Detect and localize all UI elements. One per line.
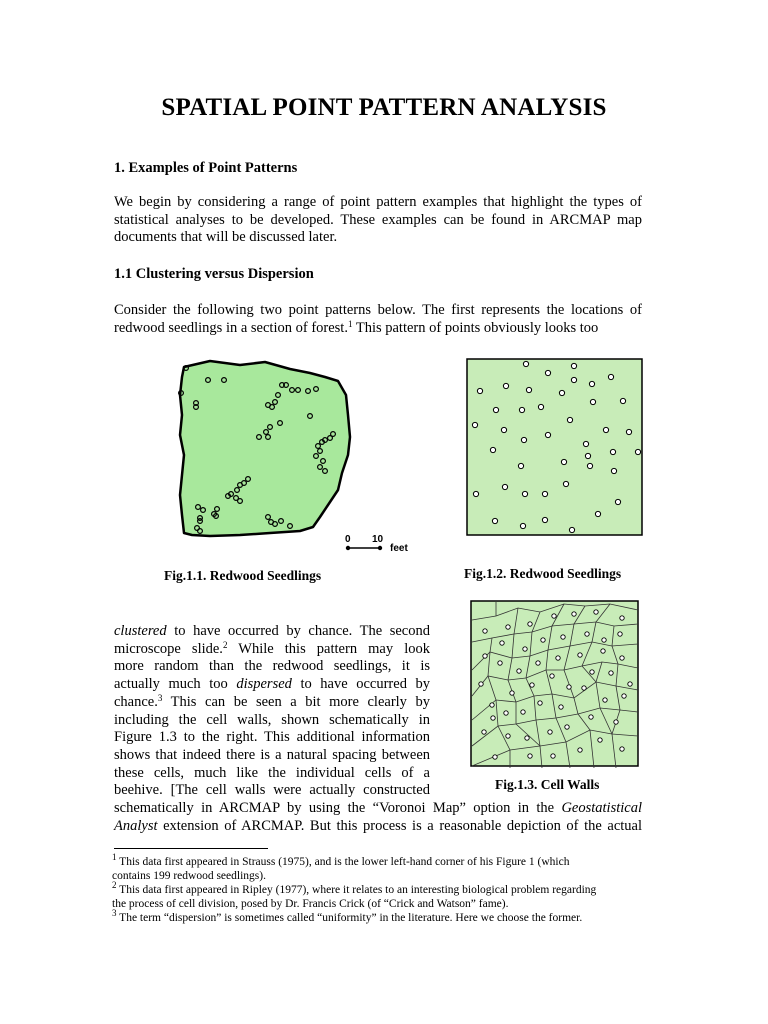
point-marker bbox=[519, 407, 524, 412]
point-marker bbox=[610, 449, 615, 454]
point-marker bbox=[472, 422, 477, 427]
paragraph-line: including the cell walls, shown schematically in bbox=[114, 711, 430, 728]
paragraph-line: actually much too dispersed to have occurred by bbox=[114, 676, 430, 693]
figure-1-3-cell-walls bbox=[470, 600, 640, 768]
point-marker bbox=[567, 685, 571, 689]
point-marker bbox=[482, 730, 486, 734]
point-marker bbox=[609, 671, 613, 675]
point-marker bbox=[538, 701, 542, 705]
point-marker bbox=[521, 437, 526, 442]
point-marker bbox=[589, 715, 593, 719]
paragraph-line: these cells, much like the individual cells of a bbox=[114, 764, 430, 781]
point-marker bbox=[587, 463, 592, 468]
section-heading-1-1: 1.1 Clustering versus Dispersion bbox=[114, 266, 314, 282]
paragraph-line: redwood seedlings in a section of forest.$^1$ This pattern of points obviously looks too bbox=[114, 318, 599, 336]
point-marker bbox=[585, 632, 589, 636]
paragraph-line: schematically in ARCMAP by using the “Voronoi Map” option in the Geostatistical bbox=[114, 800, 642, 816]
point-marker bbox=[618, 632, 622, 636]
paragraph-line: chance.$^3$ This can be seen a bit more clearly by bbox=[114, 692, 430, 710]
page-title: SPATIAL POINT PATTERN ANALYSIS bbox=[161, 94, 607, 121]
point-marker bbox=[595, 511, 600, 516]
point-marker bbox=[477, 388, 482, 393]
point-marker bbox=[551, 754, 555, 758]
point-marker bbox=[510, 691, 514, 695]
point-marker bbox=[556, 656, 560, 660]
point-marker bbox=[542, 517, 547, 522]
section-1-paragraph bbox=[114, 194, 642, 247]
point-marker bbox=[523, 361, 528, 366]
wrapped-paragraph bbox=[114, 623, 430, 800]
point-marker bbox=[479, 682, 483, 686]
point-marker bbox=[493, 755, 497, 759]
point-marker bbox=[571, 363, 576, 368]
paragraph-line: beehive. [The cell walls were actually constructed bbox=[114, 782, 430, 799]
point-marker bbox=[503, 383, 508, 388]
point-marker bbox=[518, 463, 523, 468]
paragraph-line: microscope slide.$^2$ While this pattern may look bbox=[114, 639, 430, 657]
point-marker bbox=[522, 491, 527, 496]
point-marker bbox=[521, 710, 525, 714]
point-marker bbox=[500, 641, 504, 645]
scale-bar bbox=[345, 534, 408, 554]
point-marker bbox=[538, 404, 543, 409]
point-marker bbox=[530, 683, 534, 687]
point-marker bbox=[542, 491, 547, 496]
point-marker bbox=[601, 649, 605, 653]
paragraph-line: shows that indeed there is a natural spacing between bbox=[114, 746, 430, 763]
figure-1-1-redwood-map bbox=[170, 355, 420, 555]
footnote-1-cont: contains 199 redwood seedlings). bbox=[112, 870, 266, 882]
point-marker bbox=[528, 754, 532, 758]
point-marker bbox=[598, 738, 602, 742]
point-marker bbox=[563, 481, 568, 486]
scale-label-10: 10 bbox=[372, 534, 384, 545]
paragraph-line: Consider the following two point patterns below. The first represents the locations of bbox=[114, 302, 642, 318]
footnote-2: $^2$ This data first appeared in Ripley (1977), where it relates to an interesting biological problem regarding bbox=[112, 880, 597, 896]
footnote-1: $^1$ This data first appeared in Strauss (1975), and is the lower left-hand corner of his Figure 1 (which bbox=[112, 852, 570, 868]
point-marker bbox=[506, 625, 510, 629]
footnote-2-cont: the process of cell division, posed by Dr. Francis Crick (of “Crick and Watson” fame). bbox=[112, 898, 509, 910]
point-marker bbox=[490, 703, 494, 707]
point-marker bbox=[504, 711, 508, 715]
point-marker bbox=[603, 427, 608, 432]
point-marker bbox=[594, 610, 598, 614]
point-marker bbox=[561, 459, 566, 464]
point-marker bbox=[614, 720, 618, 724]
footnotes bbox=[112, 852, 652, 925]
footnote-ref: 1 bbox=[347, 318, 353, 329]
point-marker bbox=[545, 432, 550, 437]
point-marker bbox=[578, 653, 582, 657]
point-marker bbox=[559, 390, 564, 395]
point-marker bbox=[491, 716, 495, 720]
figure-1-2-caption: Fig.1.2. Redwood Seedlings bbox=[464, 566, 622, 581]
point-marker bbox=[541, 638, 545, 642]
point-marker bbox=[552, 614, 556, 618]
point-marker bbox=[620, 747, 624, 751]
point-marker bbox=[502, 484, 507, 489]
point-marker bbox=[565, 725, 569, 729]
point-marker bbox=[545, 370, 550, 375]
point-marker bbox=[590, 670, 594, 674]
point-marker bbox=[620, 398, 625, 403]
point-marker bbox=[620, 656, 624, 660]
figure-1-2-seedling-pattern bbox=[466, 358, 644, 538]
point-marker bbox=[589, 381, 594, 386]
point-marker bbox=[628, 682, 632, 686]
paragraph-line: Figure 1.3 to the right. This additional information bbox=[114, 729, 430, 746]
paragraph-line: documents that will be discussed later. bbox=[114, 229, 338, 246]
continued-paragraph bbox=[114, 800, 642, 835]
point-marker bbox=[523, 647, 527, 651]
point-marker bbox=[585, 453, 590, 458]
point-marker bbox=[620, 616, 624, 620]
point-marker bbox=[622, 694, 626, 698]
point-marker bbox=[520, 523, 525, 528]
point-marker bbox=[492, 518, 497, 523]
point-marker bbox=[635, 449, 640, 454]
footnote-rule bbox=[114, 848, 268, 849]
point-marker bbox=[571, 377, 576, 382]
point-marker bbox=[525, 736, 529, 740]
point-marker bbox=[615, 499, 620, 504]
paragraph-line: statistical analyses to be developed. These examples can be found in ARCMAP map bbox=[114, 211, 642, 228]
point-marker bbox=[498, 661, 502, 665]
point-marker bbox=[548, 730, 552, 734]
point-marker bbox=[526, 387, 531, 392]
scale-unit: feet bbox=[390, 543, 408, 554]
figure-1-1-caption: Fig.1.1. Redwood Seedlings bbox=[164, 568, 322, 583]
point-marker bbox=[517, 669, 521, 673]
scale-label-0: 0 bbox=[345, 534, 351, 545]
paragraph-line: more random than the redwood seedlings, it is bbox=[114, 658, 430, 675]
point-marker bbox=[506, 734, 510, 738]
point-marker bbox=[611, 468, 616, 473]
point-marker bbox=[493, 407, 498, 412]
point-marker bbox=[559, 705, 563, 709]
section-1-1-paragraph bbox=[114, 302, 642, 337]
point-marker bbox=[572, 612, 576, 616]
point-marker bbox=[501, 427, 506, 432]
point-marker bbox=[490, 447, 495, 452]
point-marker bbox=[603, 698, 607, 702]
point-marker bbox=[528, 622, 532, 626]
footnote-3: $^3$ The term “dispersion” is sometimes called “uniformity” in the literature. Here we choose the former. bbox=[112, 908, 583, 924]
point-marker bbox=[473, 491, 478, 496]
point-marker bbox=[483, 629, 487, 633]
point-marker bbox=[561, 635, 565, 639]
point-marker bbox=[583, 441, 588, 446]
point-marker bbox=[550, 674, 554, 678]
point-marker bbox=[569, 527, 574, 532]
paragraph-line: Analyst extension of ARCMAP. But this process is a reasonable depiction of the actual bbox=[114, 817, 642, 834]
point-marker bbox=[483, 654, 487, 658]
section-heading-1: 1. Examples of Point Patterns bbox=[114, 160, 298, 176]
point-marker bbox=[608, 374, 613, 379]
paragraph-line: clustered to have occurred by chance. The second bbox=[114, 623, 430, 639]
point-marker bbox=[578, 748, 582, 752]
point-marker bbox=[626, 429, 631, 434]
paragraph-line: We begin by considering a range of point pattern examples that highlight the types of bbox=[114, 194, 642, 210]
point-marker bbox=[602, 638, 606, 642]
point-marker bbox=[590, 399, 595, 404]
point-marker bbox=[536, 661, 540, 665]
figure-1-3-caption: Fig.1.3. Cell Walls bbox=[495, 777, 600, 792]
point-marker bbox=[567, 417, 572, 422]
point-marker bbox=[582, 686, 586, 690]
